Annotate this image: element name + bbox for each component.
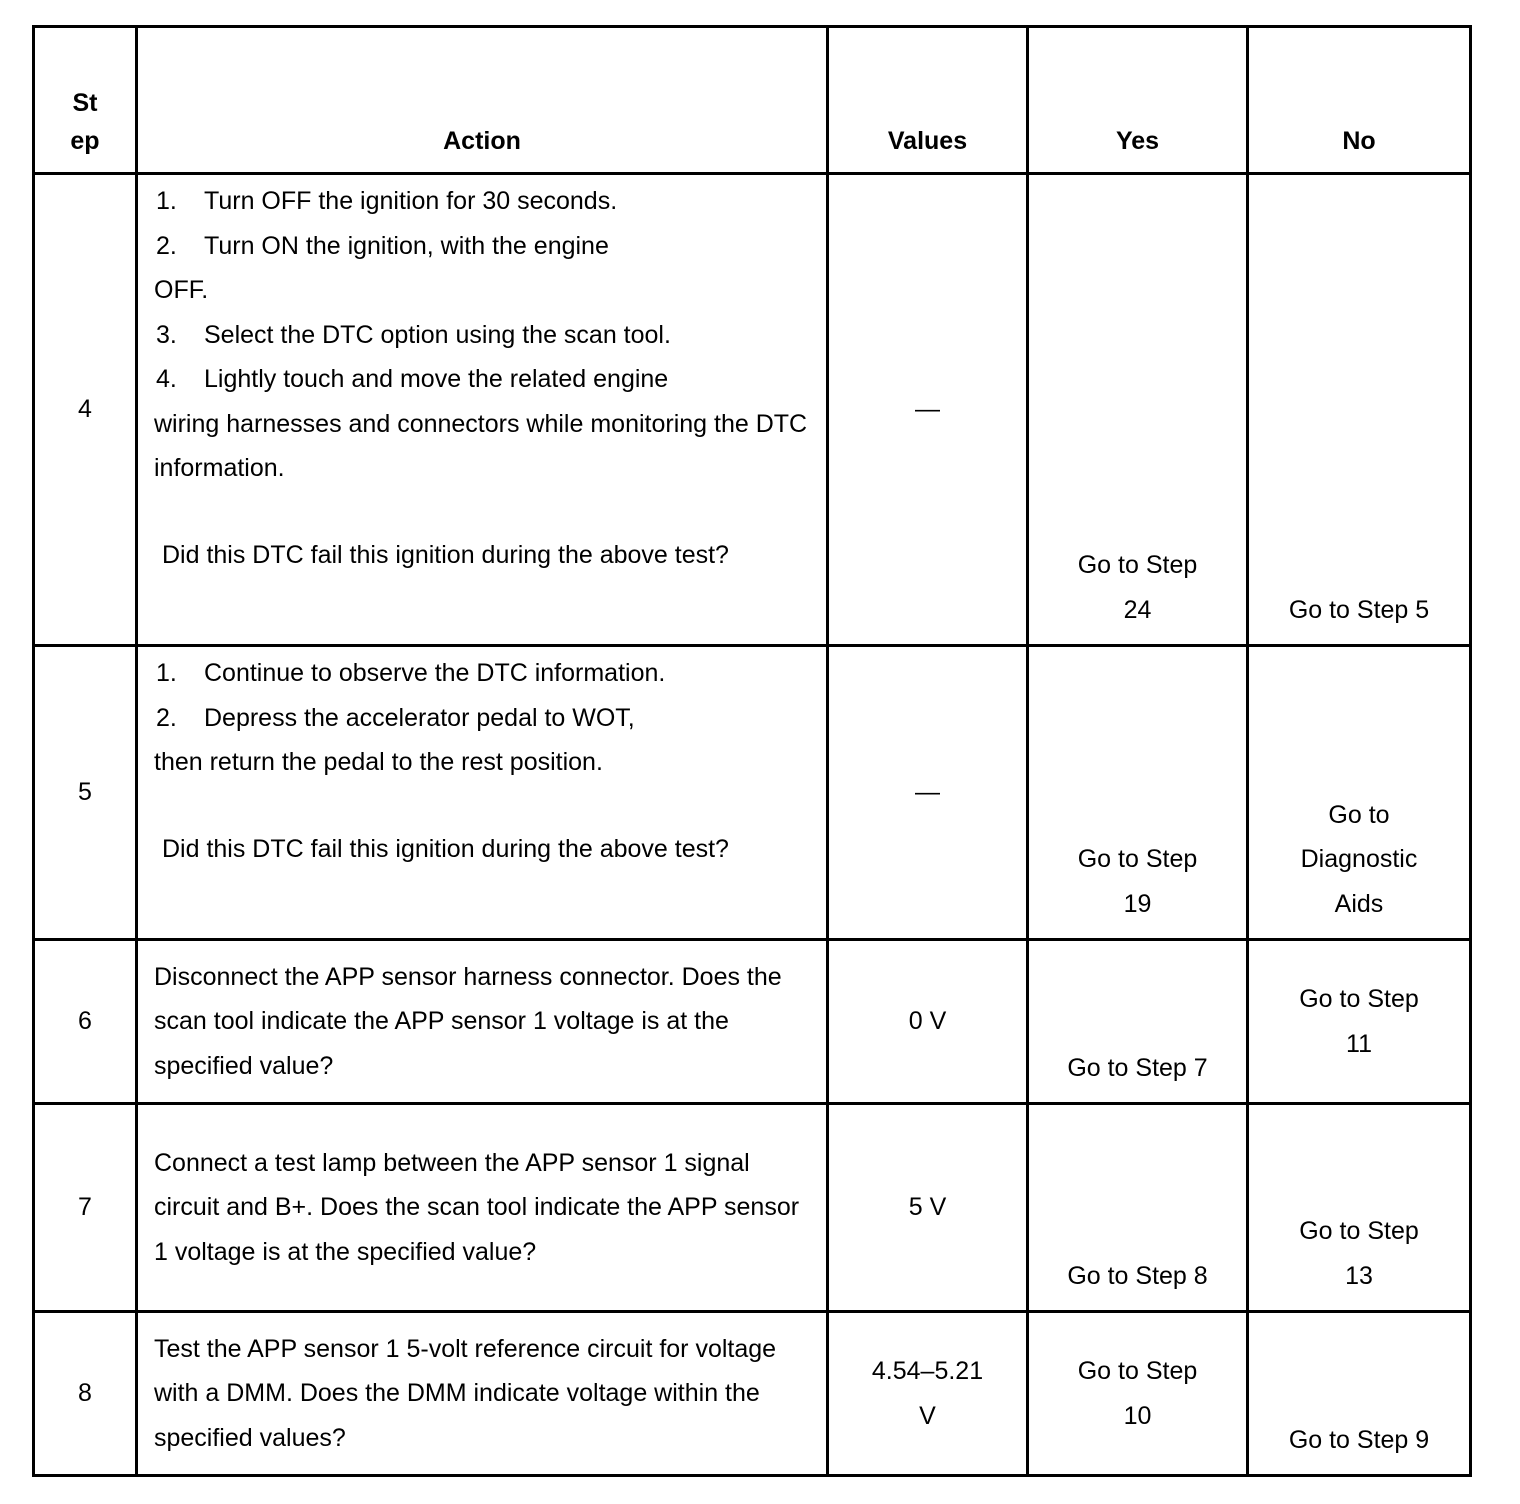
header-row (34, 27, 1471, 174)
header-step: St ep (34, 27, 137, 174)
list-item-continuation: then return the pedal to the rest position. (154, 748, 603, 776)
step-cell: 8 (34, 1312, 137, 1476)
table-row (34, 940, 1471, 1104)
table-row (34, 174, 1471, 646)
yes-cell: Go to Step 24 (1028, 174, 1248, 646)
list-item: 2. Depress the accelerator pedal to WOT, (156, 703, 635, 732)
table-row (34, 1312, 1471, 1476)
list-item: 3. Select the DTC option using the scan tool. (156, 320, 671, 349)
no-cell: Go to Step 13 (1248, 1104, 1471, 1312)
action-cell: Disconnect the APP sensor harness connector. Does the scan tool indicate the APP sensor 1 voltage is at the specified value? (137, 940, 828, 1104)
yes-cell: Go to Step 19 (1028, 646, 1248, 940)
no-cell: Go to Step 5 (1248, 174, 1471, 646)
step-cell: 5 (34, 646, 137, 940)
no-cell: Go to Step 9 (1248, 1312, 1471, 1476)
list-item: 2. Turn ON the ignition, with the engine (156, 231, 609, 260)
question-text: Did this DTC fail this ignition during the above test? (162, 834, 729, 863)
header-action: Action (137, 27, 828, 174)
action-cell: Test the APP sensor 1 5-volt reference circuit for voltage with a DMM. Does the DMM indicate voltage within the specified values? (137, 1312, 828, 1476)
list-item: 1. Turn OFF the ignition for 30 seconds. (156, 187, 618, 215)
action-cell (137, 646, 828, 940)
no-cell: Go to Step 11 (1248, 940, 1471, 1104)
yes-cell: Go to Step 8 (1028, 1104, 1248, 1312)
action-cell (137, 174, 828, 646)
step-cell: 7 (34, 1104, 137, 1312)
value-cell: 0 V (828, 940, 1028, 1104)
list-item: 1. Continue to observe the DTC information. (156, 659, 666, 687)
table-row (34, 1104, 1471, 1312)
list-item-continuation: wiring harnesses and connectors while monitoring the DTC information. (154, 409, 808, 482)
list-item: 4. Lightly touch and move the related engine (156, 365, 669, 393)
yes-cell: Go to Step 7 (1028, 940, 1248, 1104)
header-no: No (1248, 27, 1471, 174)
step-cell: 6 (34, 940, 137, 1104)
header-values: Values (828, 27, 1028, 174)
value-cell: — (828, 646, 1028, 940)
diagnostic-table (32, 25, 1472, 1477)
yes-cell: Go to Step 10 (1028, 1312, 1248, 1476)
table-row (34, 646, 1471, 940)
header-yes: Yes (1028, 27, 1248, 174)
list-item-continuation: OFF. (154, 276, 209, 304)
action-cell: Connect a test lamp between the APP sensor 1 signal circuit and B+. Does the scan tool indicate the APP sensor 1 voltage is at the specified value? (137, 1104, 828, 1312)
question-text: Did this DTC fail this ignition during the above test? (162, 540, 729, 569)
value-cell: 5 V (828, 1104, 1028, 1312)
step-cell: 4 (34, 174, 137, 646)
value-cell: 4.54–5.21 V (828, 1312, 1028, 1476)
value-cell: — (828, 174, 1028, 646)
no-cell: Go to Diagnostic Aids (1248, 646, 1471, 940)
